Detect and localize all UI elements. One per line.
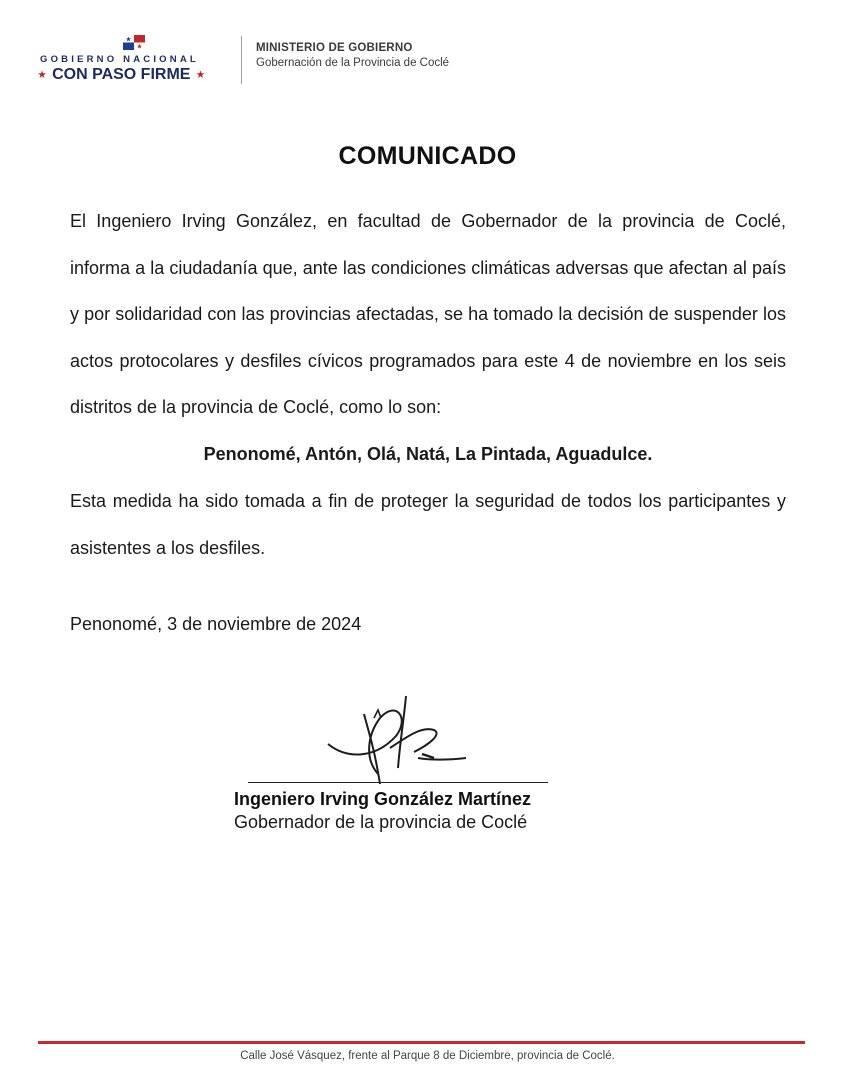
paragraph-announcement: El Ingeniero Irving González, en facultad de Gobernador de la provincia de Coclé, informa a la ciudadanía que, ante las condiciones climáticas adversas que afectan al país y por solidaridad con las provincias afectadas, se ha tomado la decisión de suspender los actos protocolares y desfiles cívicos programados para este 4 de noviembre en los seis distritos de la provincia de Coclé, como lo son: bbox=[70, 211, 786, 418]
signer-name: Ingeniero Irving González Martínez bbox=[234, 789, 532, 809]
signer-role: Gobernador de la provincia de Coclé bbox=[234, 812, 528, 832]
government-logo bbox=[38, 32, 234, 88]
paragraph-measure: Esta medida ha sido tomada a fin de proteger la seguridad de todos los participantes y asistentes a los desfiles. bbox=[70, 490, 786, 558]
letterhead bbox=[38, 32, 598, 92]
document-body bbox=[70, 198, 786, 571]
handwritten-signature bbox=[318, 688, 488, 788]
document-date: Penonomé, 3 de noviembre de 2024 bbox=[70, 614, 362, 634]
panama-flag-icon bbox=[123, 35, 145, 50]
ministry-subtitle: Gobernación de la Provincia de Coclé bbox=[256, 57, 450, 69]
signature-line bbox=[248, 782, 548, 783]
footer-address: Calle José Vásquez, frente al Parque 8 de Diciembre, provincia de Coclé. bbox=[240, 1050, 615, 1062]
header-divider bbox=[241, 36, 242, 84]
districts-list: Penonomé, Antón, Olá, Natá, La Pintada, Aguadulce. bbox=[203, 443, 653, 464]
ministry-title: MINISTERIO DE GOBIERNO bbox=[256, 42, 413, 54]
document-title: COMUNICADO bbox=[338, 142, 517, 170]
logo-line2 bbox=[38, 66, 234, 84]
star-icon: ★ bbox=[196, 69, 205, 80]
ministry-block bbox=[256, 42, 449, 69]
logo-line1: GOBIERNO NACIONAL bbox=[40, 54, 199, 65]
footer-rule bbox=[38, 1041, 805, 1044]
logo-slogan: CON PASO FIRME bbox=[52, 66, 191, 83]
star-icon: ★ bbox=[38, 69, 47, 80]
